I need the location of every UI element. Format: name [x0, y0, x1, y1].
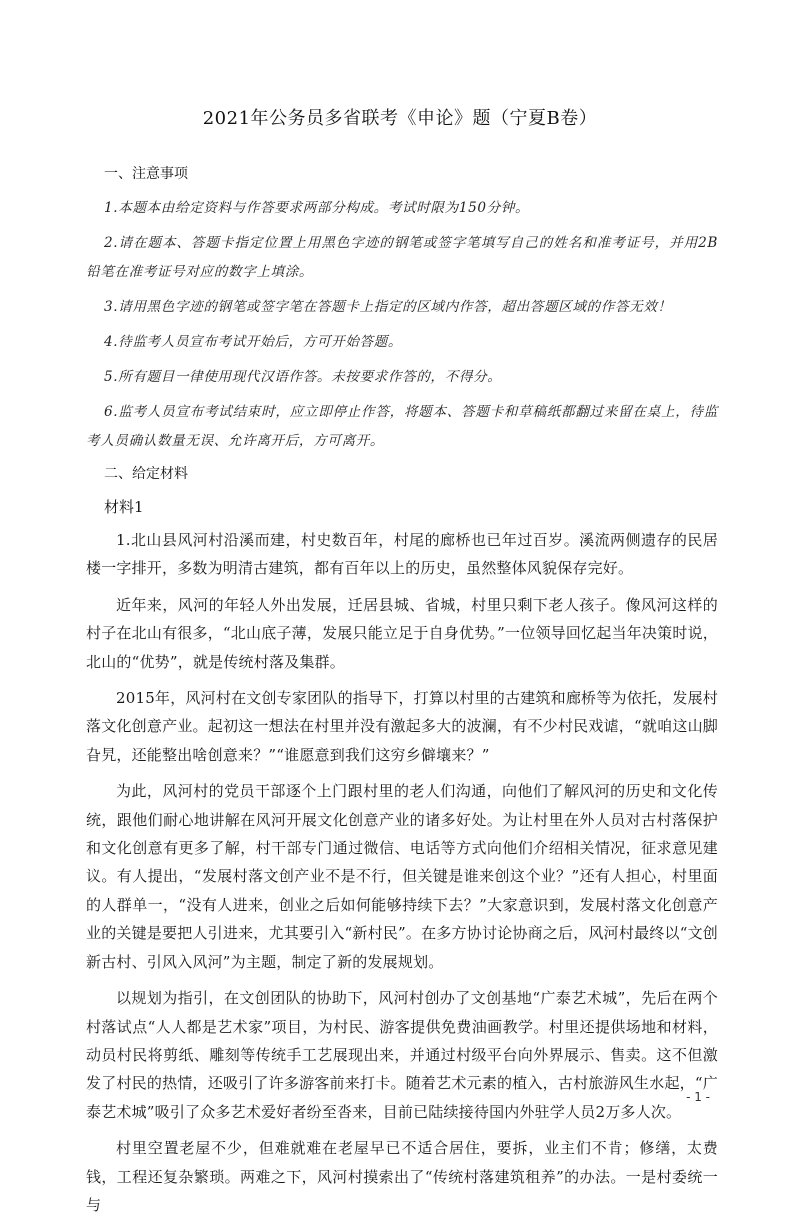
notice-item: 4.待监考人员宣布考试开始后，方可开始答题。	[104, 334, 403, 350]
notice-item: 3.请用黑色字迹的钢笔或签字笔在答题卡上指定的区域内作答，超出答题区域的作答无效！	[104, 299, 672, 315]
notice-item: 5.所有题目一律使用现代汉语作答。未按要求作答的，不得分。	[104, 369, 502, 385]
section-heading-notes: 一、注意事项	[104, 166, 188, 182]
material-paragraph: 以规划为指引，在文创团队的协助下，风河村创办了文创基地“广泰艺术城”，先后在两个村落试点“人人都是艺术家”项目，为村民、游客提供免费油画教学。村里还提供场地和材料，动员村民将剪纸、雕刻等传统手工艺展现出来，并通过村级平台向外界展示、售卖。这不但激发了村民的热情，还吸引了许多游客前来打卡。随着艺术元素的植入，古村旅游风生水起，“广泰艺术城”吸引了众多艺术爱好者纷至沓来，目前已陆续接待国内外驻学人员2万多人次。	[86, 989, 718, 1121]
document-body	[86, 162, 718, 1227]
material-paragraph: 1.北山县风河村沿溪而建，村史数百年，村尾的廊桥也已年过百岁。溪流两侧遗存的民居楼一字排开，多数为明清古建筑，都有百年以上的历史，虽然整体风貌保存完好。	[86, 531, 718, 578]
material-paragraph: 为此，风河村的党员干部逐个上门跟村里的老人们沟通，向他们了解风河的历史和文化传统，跟他们耐心地讲解在风河开展文化创意产业的诸多好处。为让村里在外人员对古村落保护和文化创意有更多了解，村干部专门通过微信、电话等方式向他们介绍相关情况，征求意见建议。有人提出，“发展村落文创产业不是不行，但关键是谁来创这个业？”还有人担心，村里面的人群单一，“没有人进来，创业之后如何能够持续下去？”大家意识到，发展村落文化创意产业的关键是要把人引进来，尤其要引入“新村民”。在多方协讨论协商之后，风河村最终以“文创新古村、引风入风河”为主题，制定了新的发展规划。	[86, 782, 718, 971]
notice-item: 2.请在题本、答题卡指定位置上用黑色字迹的钢笔或签字笔填写自己的姓名和准考证号，并用2B铅笔在准考证号对应的数字上填涂。	[86, 235, 718, 280]
section-heading-materials: 二、给定材料	[104, 466, 188, 482]
page-number: - 1 -	[686, 1090, 710, 1104]
material-title: 材料1	[104, 498, 144, 516]
notice-item: 6.监考人员宣布考试结束时，应立即停止作答，将题本、答题卡和草稿纸都翻过来留在桌上，待监考人员确认数量无误、允许离开后，方可离开。	[86, 404, 718, 449]
material-paragraph: 村里空置老屋不少，但难就难在老屋早已不适合居住，要拆，业主们不肯；修缮，太费钱，工程还复杂繁琐。两难之下，风河村摸索出了“传统村落建筑租养”的办法。一是村委统一与	[86, 1139, 718, 1214]
document-title: 2021年公务员多省联考《申论》题（宁夏B卷）	[202, 108, 598, 129]
notice-item: 1.本题本由给定资料与作答要求两部分构成。考试时限为150分钟。	[104, 200, 530, 216]
material-paragraph: 2015年，风河村在文创专家团队的指导下，打算以村里的古建筑和廊桥等为依托，发展村落文化创意产业。起初这一想法在村里并没有激起多大的波澜，有不少村民戏谑，“就咱这山脚旮旯，还能整出啥创意来？”“谁愿意到我们这穷乡僻壤来？”	[86, 689, 718, 764]
material-paragraph: 近年来，风河的年轻人外出发展，迁居县城、省城，村里只剩下老人孩子。像风河这样的村子在北山有很多，“北山底子薄，发展只能立足于自身优势。”一位领导回忆起当年决策时说，北山的“优势”，就是传统村落及集群。	[86, 595, 718, 671]
